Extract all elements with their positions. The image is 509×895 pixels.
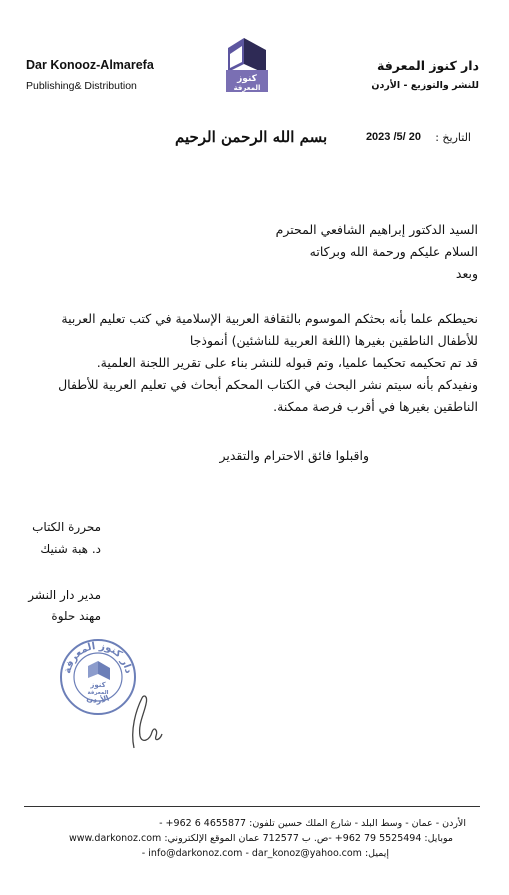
stamp-bottom-text: الأردن <box>85 693 111 705</box>
body-line: قد تم تحكيمه تحكيما علميا، وتم قبوله للنشر بناء على تقرير اللجنة العلمية. <box>96 355 478 370</box>
body-line: ونفيدكم بأنه سيتم نشر البحث في الكتاب المحكم أبحاث في تعليم العربية للأطفال <box>58 377 478 392</box>
logo-text-2: المعرفة <box>233 84 261 92</box>
footer-divider <box>24 806 480 807</box>
publisher-logo <box>222 36 272 96</box>
body-line: للأطفال الناطقين بغيرها (اللغة العربية للناشئين) أنموذجا <box>189 333 478 348</box>
logo-text-1: كنوز <box>237 74 257 84</box>
signature-title-director: مدير دار النشر <box>28 588 101 602</box>
publisher-name-en: Dar Konooz-Almarefa <box>26 58 154 72</box>
body-line: نحيطكم علما بأنه بحثكم الموسوم بالثقافة العربية الإسلامية في كتب تعليم العربية <box>61 311 478 326</box>
date-value: 2023 /5/ 20 <box>365 131 421 143</box>
stamp-center-2: المعرفة <box>87 690 109 696</box>
footer-address: الأردن - عمان - وسط البلد - شارع الملك حسين تلفون: 4655877 6 962+ - <box>159 818 466 829</box>
basmala: بسم الله الرحمن الرحيم <box>175 128 328 146</box>
footer-contacts: موبايل: 5525494 79 962+ -ص. ب 712577 عمان الموقع الإلكتروني: www.darkonoz.com <box>68 833 453 844</box>
opener: وبعد <box>455 266 478 281</box>
signature-title-editor: محررة الكتاب <box>32 520 101 534</box>
stamp-center-1: كنوز <box>90 681 106 689</box>
closing: واقبلوا فائق الاحترام والتقدير <box>219 448 369 463</box>
signature-name-director: مهند حلوة <box>51 609 101 623</box>
greeting: السلام عليكم ورحمة الله وبركاته <box>309 244 478 259</box>
footer-emails: إيميل: info@darkonoz.com - dar_konoz@yahoo.com - <box>141 848 389 859</box>
publisher-subtitle-en: Publishing& Distribution <box>26 80 137 92</box>
stamp-top-text: دار كنوز المعرفة <box>62 640 134 675</box>
publisher-subtitle-ar: للنشر والتوزيع - الأردن <box>371 80 479 91</box>
body-line: الناطقين بغيرها في أقرب فرصة ممكنة. <box>273 399 478 414</box>
handwritten-signature <box>124 690 164 750</box>
date-label: التاريخ : <box>435 131 471 144</box>
signature-name-editor: د. هبة شنيك <box>40 542 101 556</box>
publisher-name-ar: دار كنوز المعرفة <box>377 58 479 73</box>
addressee: السيد الدكتور إبراهيم الشافعي المحترم <box>275 222 478 237</box>
